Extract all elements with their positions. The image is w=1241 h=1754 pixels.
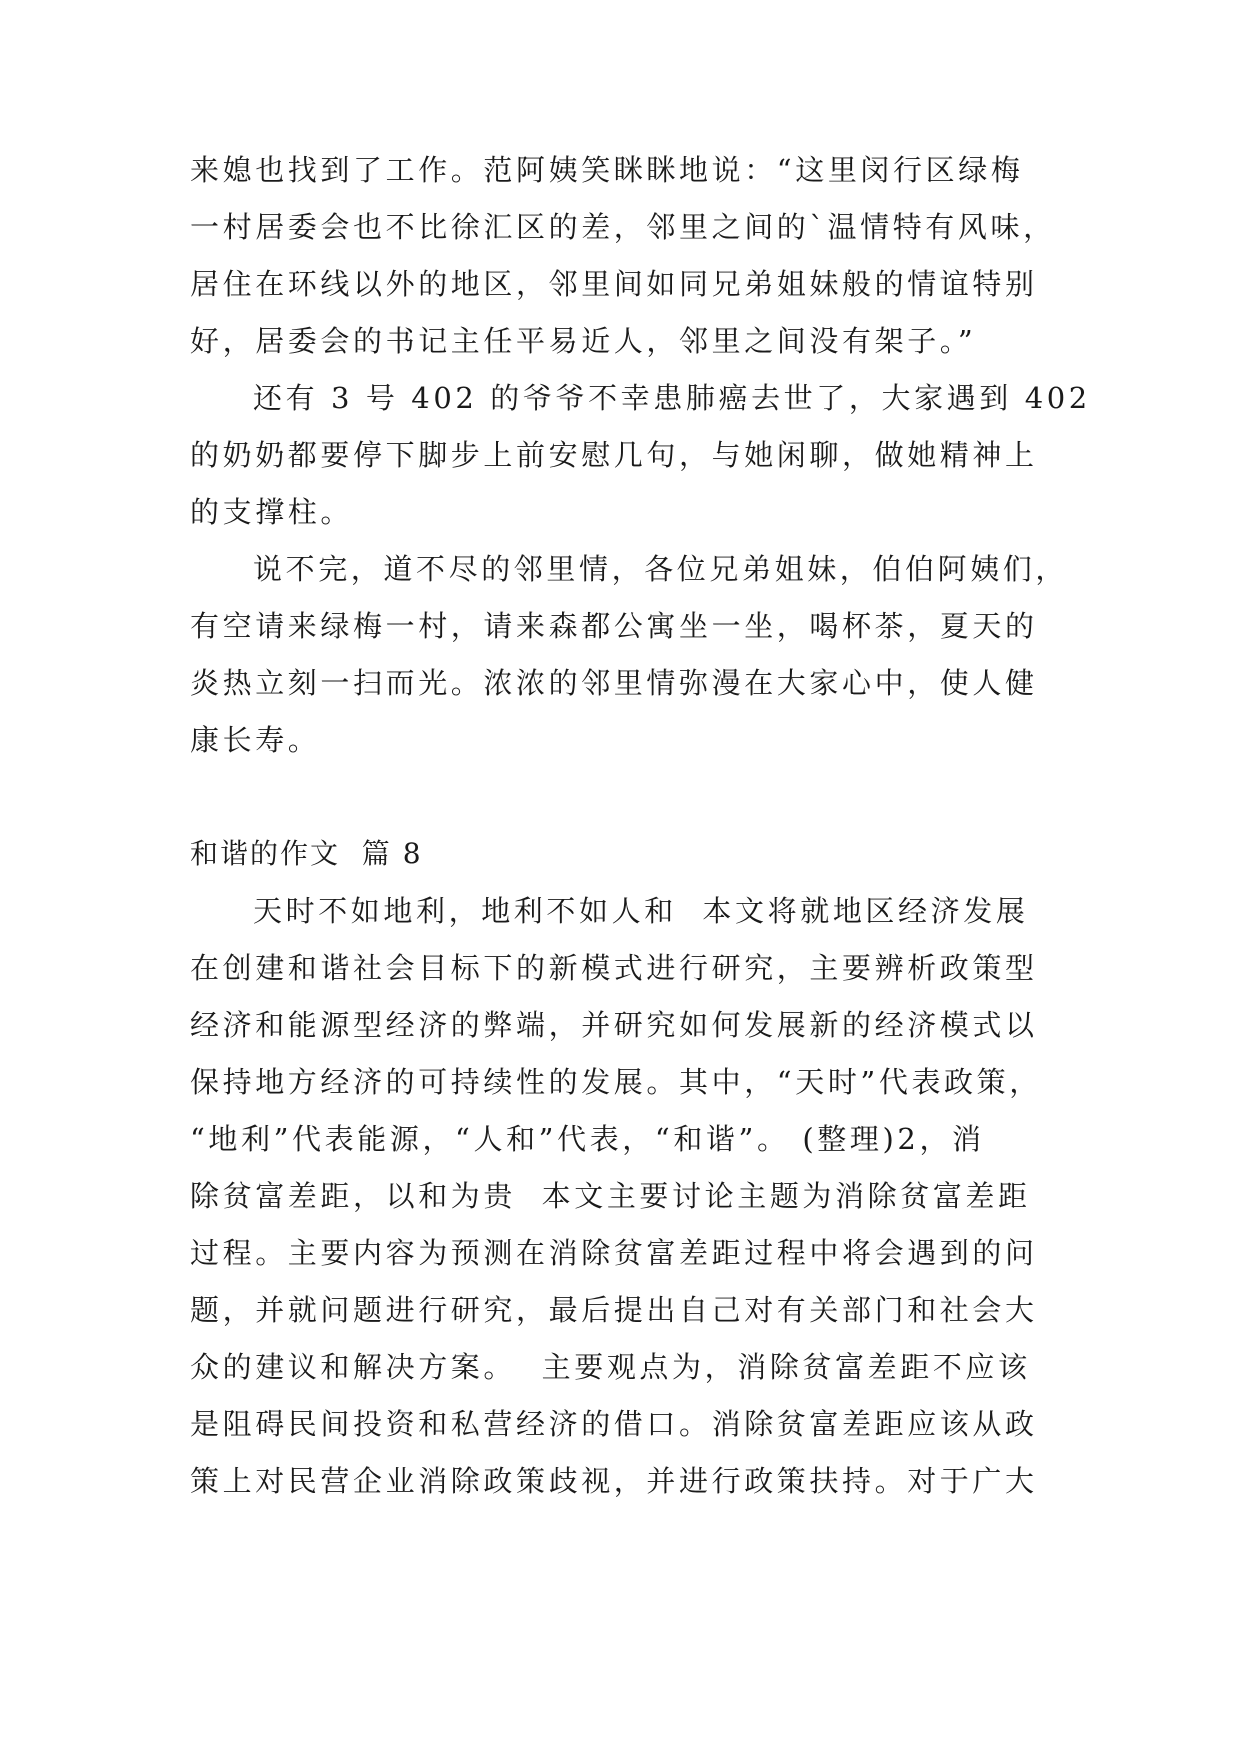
text-line: 策上对民营企业消除政策歧视，并进行政策扶持。对于广大 [190,1464,1038,1498]
text-line: 说不完，道不尽的邻里情，各位兄弟姐妹，伯伯阿姨们， [253,552,1069,586]
text-line: 在创建和谐社会目标下的新模式进行研究，主要辨析政策型 [190,951,1038,985]
text-line: 天时不如地利，地利不如人和 本文将就地区经济发展 [253,894,1029,928]
text-line: 康长寿。 [190,723,321,757]
text-line: 的支撑柱。 [190,495,354,529]
text-line: 的奶奶都要停下脚步上前安慰几句，与她闲聊，做她精神上 [190,438,1038,472]
text-line: 居住在环线以外的地区，邻里间如同兄弟姐妹般的情谊特别 [190,267,1038,301]
text-line: 好，居委会的书记主任平易近人，邻里之间没有架子。” [190,324,977,358]
text-line: 题，并就问题进行研究，最后提出自己对有关部门和社会大 [190,1293,1038,1327]
text-line: “地利”代表能源，“人和”代表，“和谐”。 (整理)2，消 [190,1122,985,1156]
text-line: 保持地方经济的可持续性的发展。其中，“天时”代表政策， [190,1065,1042,1099]
text-line: 来媳也找到了工作。范阿姨笑眯眯地说：“这里闵行区绿梅 [190,153,1024,187]
text-line: 还有 3 号 402 的爷爷不幸患肺癌去世了，大家遇到 402 [253,381,1091,415]
section-heading: 和谐的作文 篇 8 [190,837,423,870]
text-line: 一村居委会也不比徐汇区的差，邻里之间的`温情特有风味， [190,210,1056,244]
text-line: 炎热立刻一扫而光。浓浓的邻里情弥漫在大家心中，使人健 [190,666,1038,700]
text-line: 除贫富差距，以和为贵 本文主要讨论主题为消除贫富差距 [190,1179,1031,1213]
text-line: 有空请来绿梅一村，请来森都公寓坐一坐，喝杯茶，夏天的 [190,609,1038,643]
text-line: 经济和能源型经济的弊端，并研究如何发展新的经济模式以 [190,1008,1038,1042]
text-line: 众的建议和解决方案。 主要观点为，消除贫富差距不应该 [190,1350,1031,1384]
text-line: 过程。主要内容为预测在消除贫富差距过程中将会遇到的问 [190,1236,1038,1270]
text-line: 是阻碍民间投资和私营经济的借口。消除贫富差距应该从政 [190,1407,1038,1441]
